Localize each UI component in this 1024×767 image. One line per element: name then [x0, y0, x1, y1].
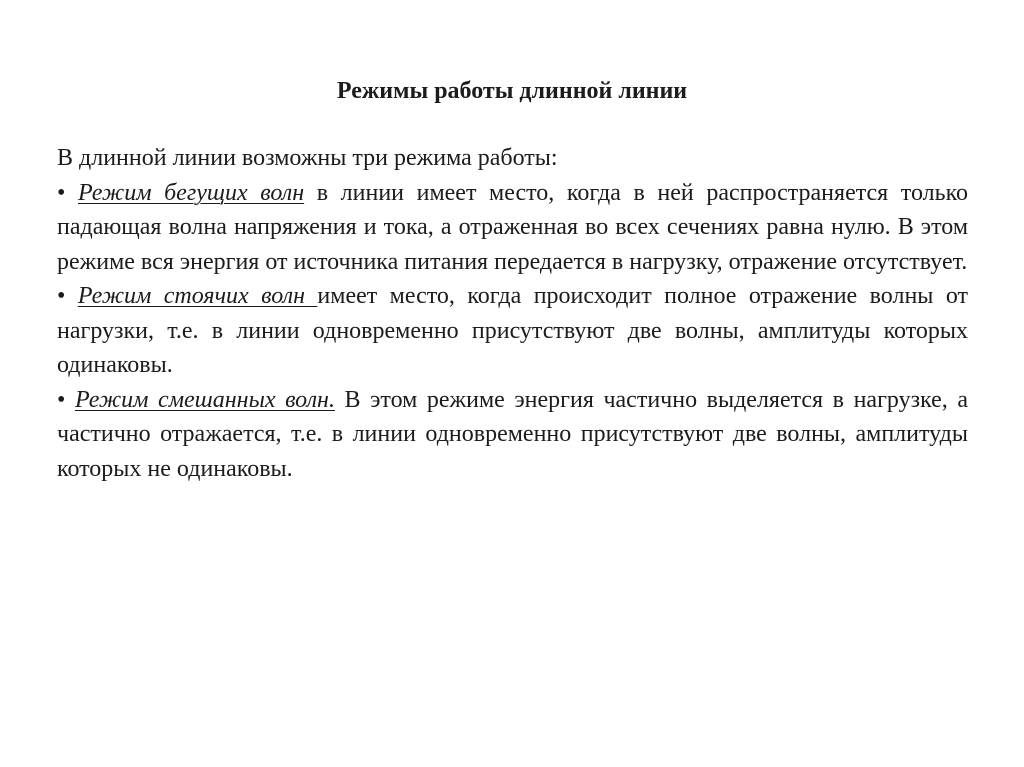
list-item-mixed-waves: [57, 383, 968, 487]
bullet-icon: •: [57, 283, 66, 309]
description-traveling-waves: в линии имеет место, когда в ней распространяется только падающая волна напряжения и тока, а отраженная во всех сечениях равна нулю. В этом режиме вся энергия от источника питания передается в нагрузку, отражение отсутствует.: [57, 179, 969, 275]
term-traveling-waves: Режим бегущих волн: [78, 179, 305, 206]
term-mixed-waves: Режим смешанных волн.: [74, 386, 335, 413]
bullet-icon: •: [57, 386, 66, 413]
description-standing-waves: имеет место, когда происходит полное отражение волны от нагрузки, т.е. в линии одновременно присутствуют две волны, амплитуды которых одинаковы.: [57, 283, 969, 378]
description-mixed-waves: В этом режиме энергия частично выделяется в нагрузке, а частично отражается, т.е. в линии одновременно присутствуют две волны, амплитуды которых не одинаковы.: [57, 386, 969, 482]
list-item-traveling-waves: [57, 176, 968, 280]
list-item-standing-waves: [57, 279, 968, 383]
bullet-icon: •: [57, 179, 66, 206]
intro-text: В длинной линии возможны три режима работы:: [57, 145, 558, 171]
term-standing-waves: Режим стоячих волн: [77, 283, 318, 309]
slide-body: [57, 141, 968, 486]
slide-title: Режимы работы длинной линии: [336, 78, 688, 104]
